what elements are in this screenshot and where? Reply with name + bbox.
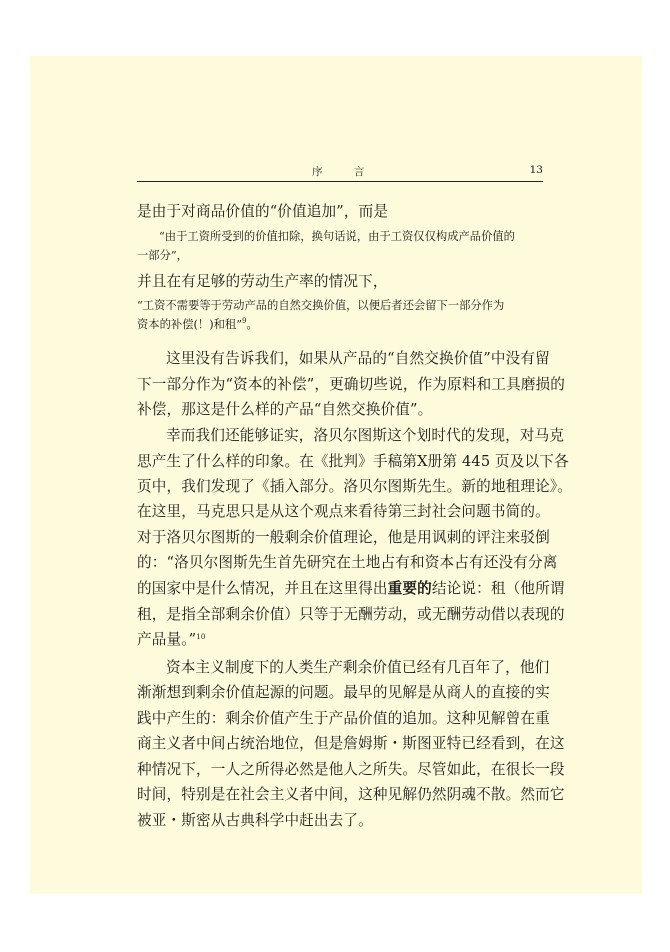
text-segment: 产品量。” xyxy=(137,631,197,648)
text-line: 种情况下，一人之所得必然是他人之所失。尽管如此，在很长一段 xyxy=(137,761,565,778)
quote-text: 资本的补偿(！)和租” xyxy=(137,318,242,331)
text-line: 租，是指全部剩余价值）只等于无酬劳动，或无酬劳动借以表现的 xyxy=(137,606,565,623)
text-line: 这里没有告诉我们，如果从产品的“自然交换价值”中没有留 xyxy=(166,350,550,367)
text-line: 商主义者中间占统治地位，但是詹姆斯・斯图亚特已经看到，在这 xyxy=(137,735,565,752)
text-line: 并且在有足够的劳动生产率的情况下， xyxy=(137,273,388,290)
text-line: 践中产生的：剩余价值产生于产品价值的追加。这种见解曾在重 xyxy=(137,710,550,727)
text-line: 时间，特别是在社会主义者中间，这种见解仍然阴魂不散。然而它 xyxy=(137,786,565,803)
text-segment: 的国家中是什么情况，并且在这里得出 xyxy=(137,580,388,597)
text-line: 资本主义制度下的人类生产剩余价值已经有几百年了，他们 xyxy=(166,659,550,676)
text-line: 页中，我们发现了《插入部分。洛贝尔图斯先生。新的地租理论》。 xyxy=(137,478,573,495)
quote-line: 一部分”， xyxy=(137,249,188,262)
text-line: 在这里，马克思只是从这个观点来看待第三封社会问题书简的。 xyxy=(137,503,550,520)
text-line: 幸而我们还能够证实，洛贝尔图斯这个划时代的发现，对马克 xyxy=(166,427,565,444)
quote-line: “由于工资所受到的价值扣除，换句话说，由于工资仅仅构成产品价值的 xyxy=(159,230,515,243)
text-line: 的：“洛贝尔图斯先生首先研究在土地占有和资本占有还没有分离 xyxy=(137,554,558,571)
text-line xyxy=(137,628,206,649)
text-line: 下一部分作为“资本的补偿”，更确切些说，作为原料和工具磨损的 xyxy=(137,376,566,393)
text-line: 渐渐想到剩余价值起源的问题。最早的见解是从商人的直接的实 xyxy=(137,684,550,701)
text-line: 思产生了什么样的印象。在《批判》手稿第Ⅹ册第 445 页及以下各 xyxy=(137,453,569,470)
period: 。 xyxy=(246,318,258,331)
text-line: 对于洛贝尔图斯的一般剩余价值理论，他是用讽刺的评注来驳倒 xyxy=(137,529,550,546)
running-header xyxy=(137,161,543,182)
emphasis-text: 重要的 xyxy=(387,580,432,597)
chapter-title: 序 言 xyxy=(312,166,379,178)
text-segment: 结论说：租（他所谓 xyxy=(431,580,565,597)
text-line: 是由于对商品价值的“价值追加”，而是 xyxy=(137,203,389,220)
footnote-ref-9: 9 xyxy=(241,317,247,325)
text-line xyxy=(137,577,565,598)
quote-line: “工资不需要等于劳动产品的自然交换价值，以便后者还会留下一部分作为 xyxy=(137,299,505,312)
quote-line xyxy=(137,316,258,332)
text-line: 补偿，那这是什么样的产品“自然交换价值”。 xyxy=(137,401,433,418)
text-line: 被亚・斯密从古典科学中赶出去了。 xyxy=(137,812,373,829)
page-number: 13 xyxy=(529,164,543,176)
footnote-ref-10: 10 xyxy=(196,633,206,641)
